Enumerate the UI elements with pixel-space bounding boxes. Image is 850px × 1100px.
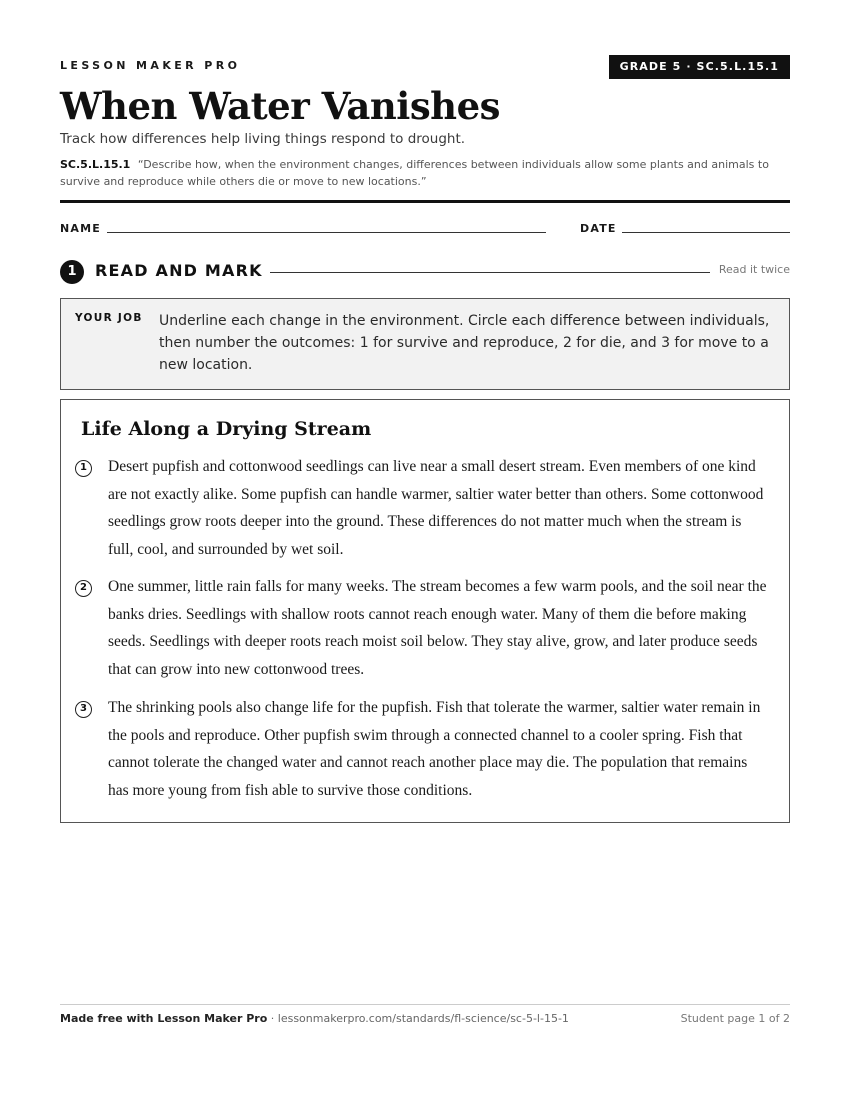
instructions-label: YOUR JOB [75,312,143,324]
paragraph-text: Desert pupfish and cottonwood seedlings can live near a small desert stream. Even members of one kind are not exactly alike. Some pupfish can handle warmer, saltier water better than others. Some cottonwood seedlings grow roots deeper into the ground. These differences do not matter much when the stream is full, cool, and surrounded by wet soil. [108,458,764,558]
name-field-line[interactable] [107,232,546,233]
footer-credit [60,1012,569,1025]
instructions-box [60,298,790,390]
standard-statement [60,156,790,190]
worksheet-page [60,0,790,1100]
section-hint: Read it twice [718,263,790,276]
footer-url[interactable]: · lessonmakerpro.com/standards/fl-science/sc-5-l-15-1 [267,1012,569,1025]
section-divider [270,272,710,273]
name-label: NAME [60,222,101,235]
date-label: DATE [580,222,617,235]
paragraph-number: 2 [75,580,92,597]
page-title: When Water Vanishes [60,84,500,128]
instructions-text: Underline each change in the environment. Circle each difference between individuals, then number the outcomes: 1 for survive and reproduce, 2 for die, and 3 for move to a new location. [159,313,770,373]
section-title: READ AND MARK [95,261,263,280]
standard-code: SC.5.L.15.1 [60,158,131,171]
date-field-line[interactable] [622,232,790,233]
section-number-badge: 1 [60,260,84,284]
grade-badge: GRADE 5 · SC.5.L.15.1 [609,55,790,79]
footer-page-info: Student page 1 of 2 [680,1012,790,1025]
page-subtitle: Track how differences help living things respond to drought. [60,131,466,147]
footer-divider [60,1004,790,1005]
paragraph-number: 1 [75,460,92,477]
reading-passage [60,399,790,823]
standard-text: “Describe how, when the environment changes, differences between individuals allow some plants and animals to survive and reproduce while others die or move to new locations.” [60,158,769,188]
passage-title: Life Along a Drying Stream [81,418,372,440]
paragraph-text: One summer, little rain falls for many weeks. The stream becomes a few warm pools, and the soil near the banks dries. Seedlings with shallow roots cannot reach enough water. Many of them die before making seeds. Seedlings with deeper roots reach moist soil below. They stay alive, grow, and later produce seeds that can grow into new cottonwood trees. [108,578,767,678]
header-divider [60,200,790,203]
footer-made-with: Made free with Lesson Maker Pro [60,1012,268,1025]
paragraph-number: 3 [75,701,92,718]
paragraph-text: The shrinking pools also change life for the pupfish. Fish that tolerate the warmer, saltier water remain in the pools and reproduce. Other pupfish swim through a connected channel to a cooler spring. Fish that cannot tolerate the changed water and cannot reach another place may die. The population that remains has more young from fish able to survive those conditions. [108,699,761,799]
brand-name: LESSON MAKER PRO [60,59,241,72]
